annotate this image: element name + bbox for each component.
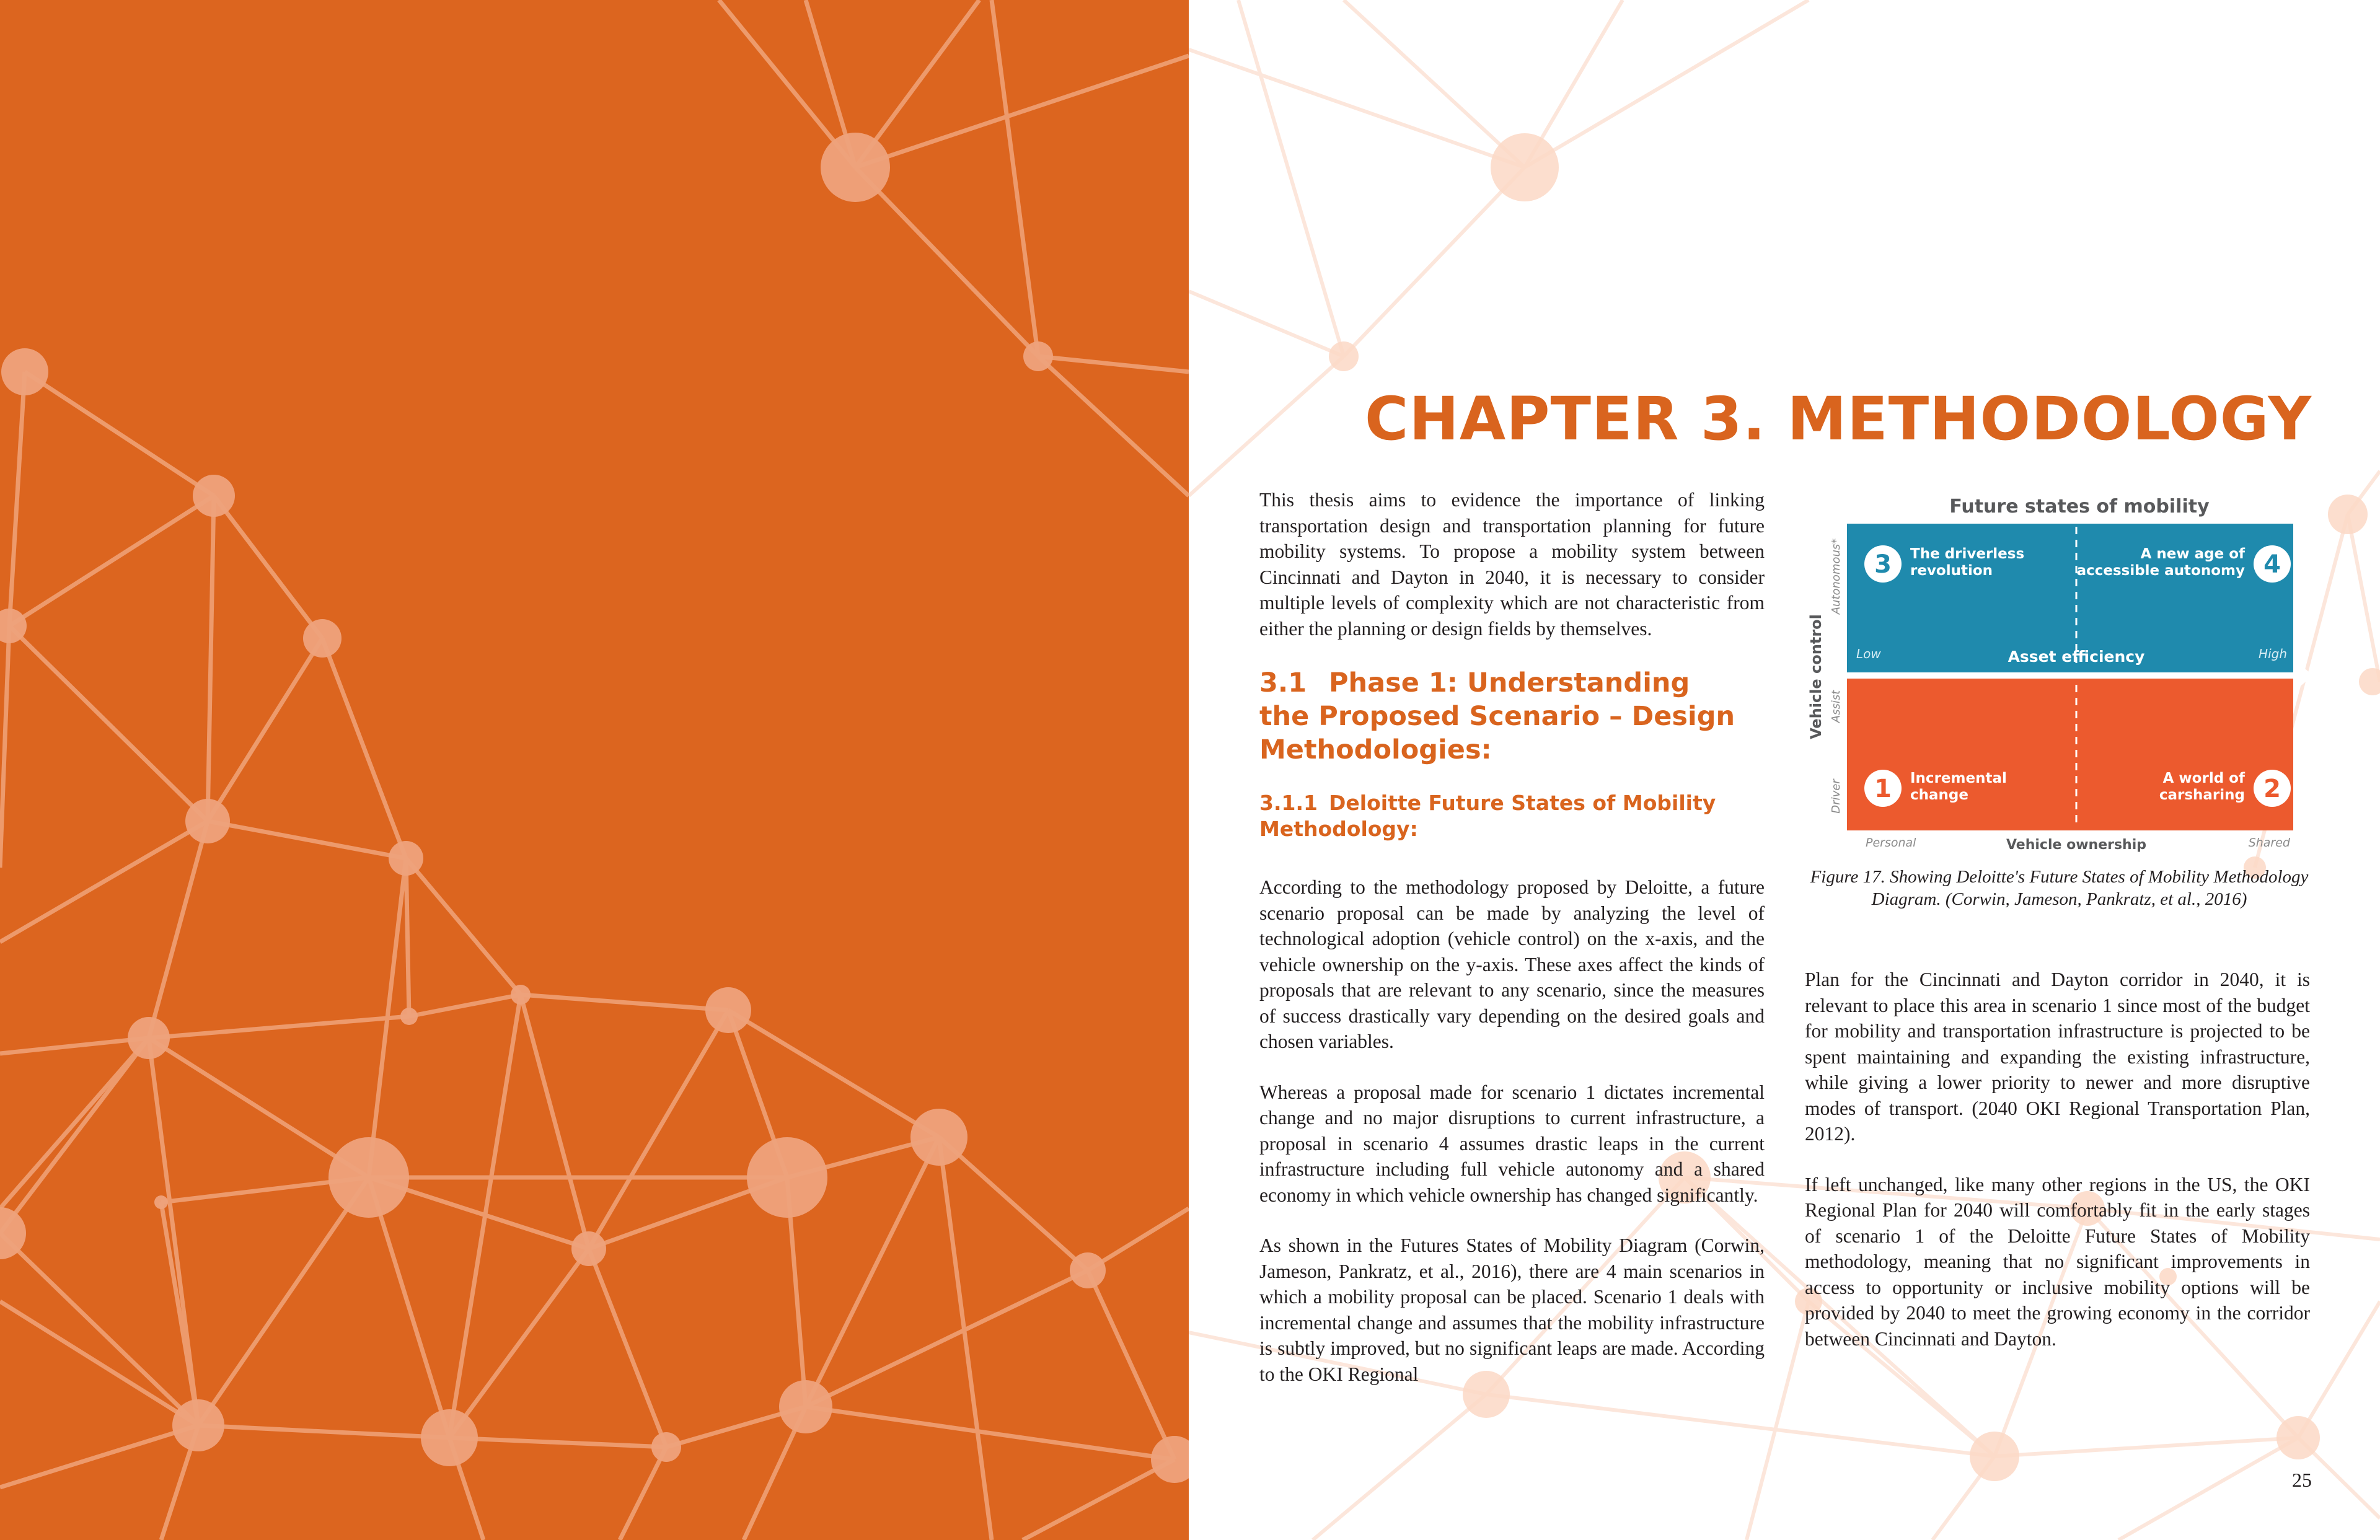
diagram-graphic <box>1804 521 2318 892</box>
section-3-1-1-number: 3.1.1 <box>1259 791 1318 815</box>
left-text-column <box>1259 487 1765 1412</box>
y-tick-assist: Assist <box>1830 690 1843 723</box>
axis-arrow-icon <box>2293 659 2313 692</box>
chapter-title: CHAPTER 3. METHODOLOGY <box>1365 384 2312 454</box>
quadrant-1-number: 1 <box>1874 775 1892 803</box>
section-3-1-title-rest: the Proposed Scenario – Design Methodologies: <box>1259 701 1735 765</box>
quadrant-2-label-line2: carsharing <box>2159 787 2245 803</box>
left-page-panel <box>0 0 1189 1540</box>
quadrant-4-label-line1: A new age of <box>2140 546 2245 562</box>
network-graphic-left <box>0 0 1189 1540</box>
quadrant-1-label-line2: change <box>1910 787 1968 803</box>
y-tick-autonomous: Autonomous* <box>1830 538 1843 615</box>
body-paragraph: Whereas a proposal made for scenario 1 dictates incremental change and no major disruptions to current infrastructure, a proposal in scenario 4 assumes drastic leaps in the current infrastructure including full vehicle autonomy and a shared economy in which vehicle ownership has changed significantly. <box>1259 1081 1765 1206</box>
section-3-1-1-title-rest: Methodology: <box>1259 817 1418 841</box>
quadrant-2-label-line1: A world of <box>2162 770 2245 786</box>
mid-axis-label: Asset efficiency <box>2008 648 2145 666</box>
y-axis-label: Vehicle control <box>1807 614 1825 739</box>
section-3-1-1-heading <box>1259 790 1765 842</box>
quadrant-4-number: 4 <box>2263 550 2281 579</box>
body-paragraph: According to the methodology proposed by Deloitte, a future scenario proposal can be made by analyzing the level of technological adoption (vehicle control) on the x-axis, and the vehicle ownership on the y-axis. These axes affect the kinds of proposals that are relevant to any scenario, since the measures of success drastically vary depending on the desired goals and chosen variables. <box>1259 876 1765 1052</box>
diagram-title: Future states of mobility <box>1949 496 2210 517</box>
section-3-1-1-title-line1: Deloitte Future States of Mobility <box>1329 791 1716 815</box>
body-paragraph: Plan for the Cincinnati and Dayton corridor in 2040, it is relevant to place this area in scenario 1 since most of the budget for mobility and transportation infrastructure is projected to be spent maintaining and expanding the existing infrastructure, while giving a lower priority to newer and more disruptive modes of transport. (2040 OKI Regional Transportation Plan, 2012). <box>1805 969 2310 1145</box>
mid-low-label: Low <box>1856 646 1881 661</box>
quadrant-bottom-band <box>1847 679 2293 830</box>
x-tick-personal: Personal <box>1866 836 1916 850</box>
x-axis-label: Vehicle ownership <box>2006 837 2147 853</box>
y-tick-driver: Driver <box>1830 779 1843 814</box>
quadrant-3-label-line1: The driverless <box>1910 546 2025 562</box>
page-number: 25 <box>2292 1469 2312 1491</box>
section-3-1-number: 3.1 <box>1259 667 1307 698</box>
x-tick-shared: Shared <box>2248 836 2290 850</box>
section-3-1-title-line1: Phase 1: Understanding <box>1329 667 1690 698</box>
section-3-1-heading <box>1259 666 1765 767</box>
right-text-column <box>1805 967 2310 1376</box>
body-paragraph: If left unchanged, like many other regions in the US, the OKI Regional Plan for 2040 will comfortably fit in the early stages of scenario 1 of the Deloitte Future States of Mobility methodology, meaning that no significant improvements in access to opportunity or inclusive mobility options will be provided by 2040 to meet the growing economy in the corridor between Cincinnati and Dayton. <box>1805 1173 2310 1350</box>
figure-caption: Figure 17. Showing Deloitte's Future States of Mobility Methodology Diagram. (Corwin, Jameson, Pankratz, et al., 2016) <box>1810 867 2309 909</box>
quadrant-2-number: 2 <box>2263 775 2281 803</box>
mid-high-label: High <box>2259 646 2287 661</box>
quadrant-4-label-line2: accessible autonomy <box>2076 563 2245 579</box>
quadrant-1-label-line1: Incremental <box>1910 770 2007 786</box>
quadrant-3-label-line2: revolution <box>1910 563 1993 579</box>
future-states-diagram <box>1804 490 2318 911</box>
body-paragraph: As shown in the Futures States of Mobility Diagram (Corwin, Jameson, Pankratz, et al., 2016), there are 4 main scenarios in which a mobility proposal can be placed. Scenario 1 deals with incremental change and assumes that the mobility infrastructure is subtly improved, but no significant leaps are made. According to the OKI Regional <box>1259 1234 1765 1385</box>
intro-paragraph: This thesis aims to evidence the importance of linking transportation design and transportation planning for future mobility systems. To propose a mobility system between Cincinnati and Dayton in 2040, it is necessary to consider multiple levels of complexity which are not characteristic from either the planning or design fields by themselves. <box>1259 489 1765 640</box>
quadrant-3-number: 3 <box>1874 550 1892 579</box>
